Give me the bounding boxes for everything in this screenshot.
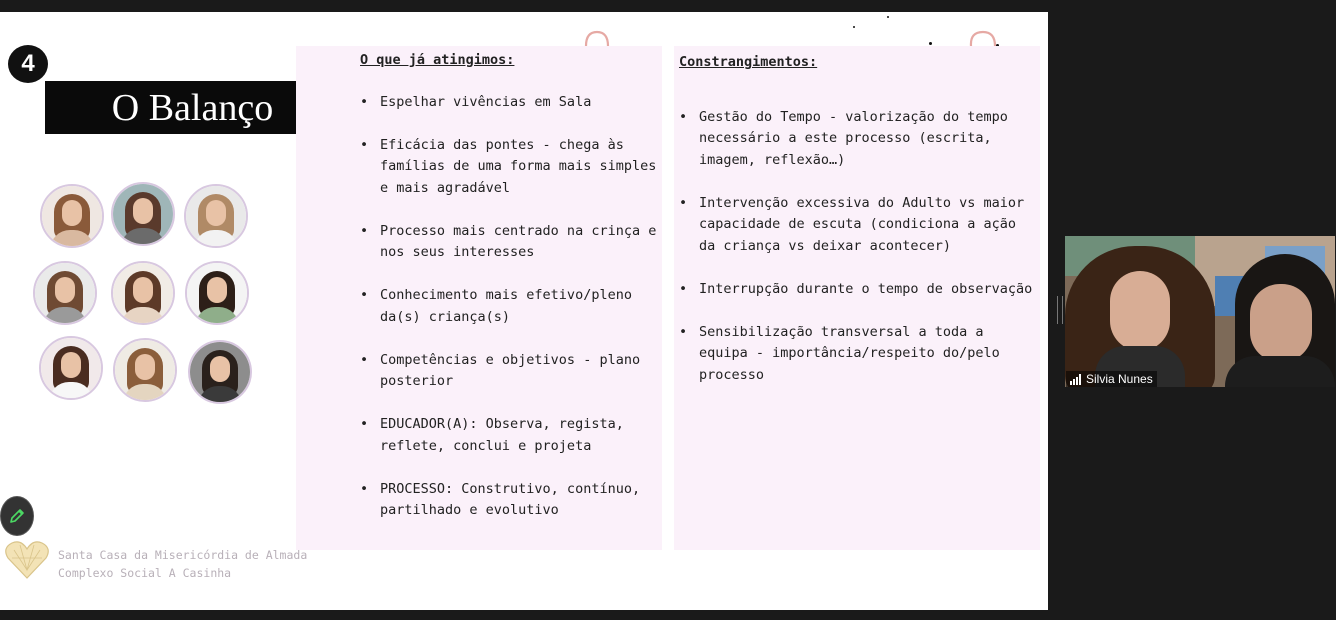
team-member-photo	[39, 336, 103, 400]
top-bar	[0, 0, 1336, 12]
team-member-photo	[185, 261, 249, 325]
constraints-column	[679, 52, 1034, 408]
meeting-toolbar	[0, 610, 1336, 620]
list-item: • Processo mais centrado na crinça e nos seus interesses	[360, 221, 660, 264]
achievements-column	[360, 50, 660, 543]
list-item: • Eficácia das pontes - chega às famílias de uma forma mais simples e mais agradável	[360, 135, 660, 200]
footer-line: Complexo Social A Casinha	[58, 566, 232, 580]
list-item: • Competências e objetivos - plano posterior	[360, 350, 660, 393]
participant-name: Silvia Nunes	[1086, 372, 1153, 386]
team-member-photo	[33, 261, 97, 325]
slide-title: O Balanço	[45, 81, 340, 134]
participant-name-label	[1066, 371, 1157, 387]
constraints-list	[679, 107, 1034, 387]
team-member-photo	[184, 184, 248, 248]
heart-logo-icon	[4, 540, 50, 580]
list-item: • Intervenção excessiva do Adulto vs maior capacidade de escuta (condiciona a ação da criança vs deixar acontecer)	[679, 193, 1034, 258]
constraints-heading: Constrangimentos:	[679, 54, 818, 70]
signal-bars-icon	[1070, 374, 1081, 385]
slide-number-badge: 4	[8, 45, 48, 83]
list-item: • Sensibilização transversal a toda a equipa - importância/respeito do/pelo processo	[679, 322, 1034, 387]
achievements-list	[360, 92, 660, 522]
panel-resize-handle[interactable]	[1057, 296, 1063, 324]
decorative-dot	[887, 16, 889, 18]
list-item: • Interrupção durante o tempo de observação	[679, 279, 1034, 301]
footer-line: Santa Casa da Misericórdia de Almada	[58, 548, 308, 562]
pencil-icon	[8, 507, 26, 525]
team-member-photo	[111, 182, 175, 246]
annotate-button[interactable]	[0, 496, 34, 536]
decorative-dot	[853, 26, 855, 28]
organization-footer	[58, 546, 307, 582]
achievements-heading: O que já atingimos:	[360, 52, 515, 68]
list-item: • Conhecimento mais efetivo/pleno da(s) criança(s)	[360, 285, 660, 328]
team-member-photo	[188, 340, 252, 404]
participant-video[interactable]	[1065, 236, 1335, 387]
list-item: • Gestão do Tempo - valorização do tempo necessário a este processo (escrita, imagem, reflexão…)	[679, 107, 1034, 172]
decorative-dot	[929, 42, 932, 45]
list-item: • EDUCADOR(A): Observa, regista, reflete, conclui e projeta	[360, 414, 660, 457]
list-item: • Espelhar vivências em Sala	[360, 92, 660, 114]
team-member-photo	[40, 184, 104, 248]
team-member-photo	[111, 261, 175, 325]
list-item: • PROCESSO: Construtivo, contínuo, partilhado e evolutivo	[360, 479, 660, 522]
team-member-photo	[113, 338, 177, 402]
